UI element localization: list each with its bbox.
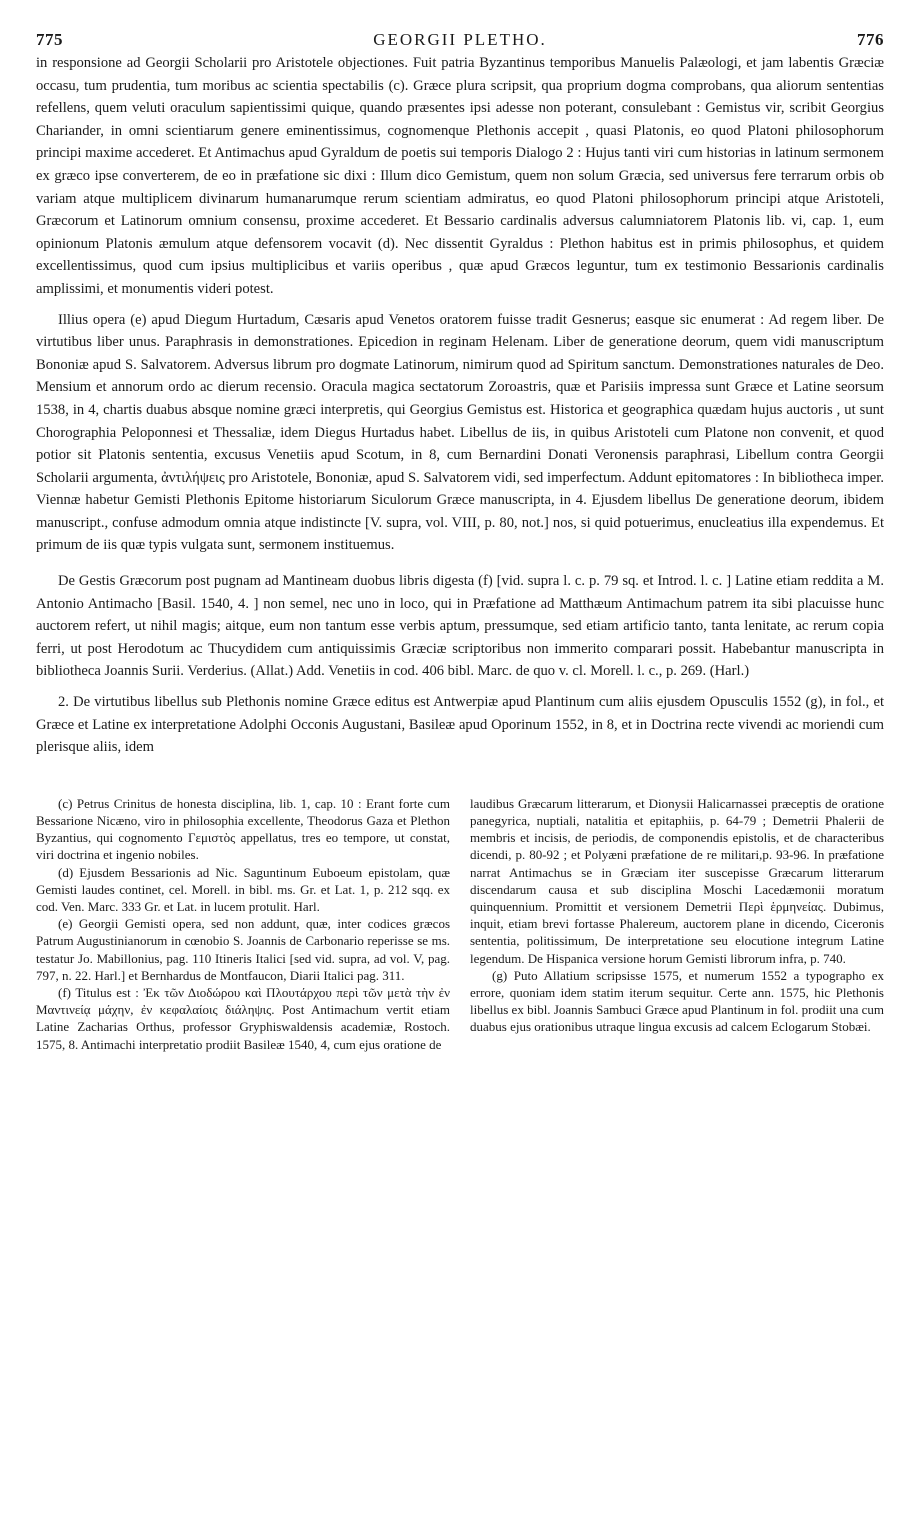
- footnote-g: (g) Puto Allatium scripsisse 1575, et numerum 1552 a typographo ex errore, quoniam idem statim iterum sequitur. Certe ann. 1575, hic Plethonis libellus ex bibl. Joannis Sambuci Græce apud Plantinum in fol. prodiit una cum duabus ejus orationibus utraque lingua excusis ad calcem Eclogarum Stobæi.: [470, 967, 884, 1035]
- footnote-d: (d) Ejusdem Bessarionis ad Nic. Saguntinum Euboeum epistolam, quæ Gemisti laudes continet, cel. Morell. in bibl. ms. Gr. et Lat. 1, p. 212 sqq. ex cod. Ven. Marc. 333 Gr. et Lat. in lucem protulit. Harl.: [36, 864, 450, 915]
- footnotes-right-column: [470, 795, 884, 1053]
- footnote-c: (c) Petrus Crinitus de honesta disciplina, lib. 1, cap. 10 : Erant forte cum Bessarione Nicæno, viro in philosophia excellente, Theodorus Gaza et Plethon Byzantius, qui cognomento Γεμιστὸς appellatus, tres eo tempore, ut constat, viri doctrina et ingenio nobiles.: [36, 795, 450, 863]
- left-page-number: 775: [36, 30, 63, 49]
- paragraph-intro: in responsione ad Georgii Scholarii pro Aristotele objectiones. Fuit patria Byzantinus temporibus Manuelis Palæologi, et jam labentis Græciæ occasu, tum prudentia, tum moribus ac scientia spectabilis (c). Græce plura scripsit, qua proprium dogma comprobans, qua aliorum sententias refellens, quem veluti oraculum sapientissimi quique, quando præsentes ipsi adesse non poterant, consulebant : Gemistus vir, scribit Georgius Chariander, in omni scientiarum genere eminentissimus, cognomenque Plethonis accepit , quasi Platonis, eo quod Platoni philosophorum principi maxime accederet. Et Antimachus apud Gyraldum de poetis sui temporis Dialogo 2 : Hujus tanti viri cum historias in latinum sermonem ex græco ipse converterem, de eo in præfatione sic dixi : Illum dico Gemistum, quem non solum Græcia, sed universus fere terrarum orbis ob variam atque multiplicem divinarum humanarumque rerum scientiam admiratus, eo quod Platoni philosophorum principi atque Aristoteli, Græcorum et Latinorum omnium consensu, proxime accederet. Et Bessario cardinalis adversus calumniatorem Platonis lib. vi, cap. 1, eum opinionum Platonis æmulum atque defensorem vocavit (d). Nec dissentit Gyraldus : Plethon habitus est in primis philosophus, et quidem excellentissimus, quod cum ipsius multiplicibus et variis operibus , quæ apud Græcos leguntur, tum ex testimonio Bessarionis cardinalis amplissimi, et monumentis videri potest.: [36, 55, 884, 297]
- footnotes-left-column: [36, 795, 450, 1053]
- paragraph-de-virtutibus: 2. De virtutibus libellus sub Plethonis nomine Græce editus est Antwerpiæ apud Plantinum cum aliis ejusdem Opusculis 1552 (g), in fol., et Græce et Latine ex interpretatione Adolphi Occonis Augustani, Basileæ apud Oporinum 1552, in 8, et in Doctrina recte vivendi ac moriendi cum plerisque aliis, idem: [36, 694, 884, 756]
- right-page-number: 776: [856, 30, 884, 49]
- footnote-f-continued: laudibus Græcarum litterarum, et Dionysii Halicarnassei præceptis de oratione panegyrica, nuptiali, natalitia et epitaphiis, p. 64-79 ; Demetrii Phalerii de membris et incisis, de periodis, de componendis epistolis, et de characteribus dicendi, p. 80-92 ; et Polyæni præfatione de re militari,p. 93-96. In præfatione narrat Antimachus se in Græciam iter suscepisse Græcarum litterarum discendarum causa et sub disciplina Moschi Lacedæmonii moratum quinquennium. Promittit et versionem Demetrii Περὶ ἑρμηνείας. Dubimus, inquit, etiam brevi fortasse Phalereum, auctorem plane in dicendo, Ciceronis sententia, politissimum, De interpretatione seu elocutione integrum Latine legendum. De Hispanica versione horum Gemisti librorum infra, p. 740.: [470, 795, 884, 966]
- paragraph-opera: Illius opera (e) apud Diegum Hurtadum, Cæsaris apud Venetos oratorem fuisse tradit Gesnerus; easque sic enumerat : Ad regem liber. De virtutibus liber unus. Paraphrasis in demonstrationes. Epicedion in reginam Helenam. Liber de generatione deorum, quem vidi manuscriptum Bononiæ apud S. Salvatorem. Adversus librum pro dogmate Latinorum, nimirum quod ad Spiritum sanctum. Demonstrationes naturales de Deo. Mensium et annorum ordo ac dierum recensio. Oracula magica sectatorum Zoroastris, quæ et Parisiis impressa sunt Græce et Latine seorsum 1538, in 4, chartis duabus absque nomine græci interpretis, qui Georgius Gemistus est. Historica et geographica quædam hujus auctoris , ut sunt Chorographia Peloponnesi et Thessaliæ, idem Diegus Hurtadus habet. Libellus de iis, in quibus Aristoteli cum Platone non convenit, et quod potior sit Platonis sententia, excusus Venetiis apud Scotum, in 8, cum Bernardini Donati Veronensis paraphrasi, Libellum contra Georgii Scholarii argumenta, ἀντιλήψεις pro Aristotele, Bononiæ, apud S. Salvatorem vidi, sed imperfectum. Addunt epitomatores : In bibliotheca imper. Viennæ habetur Gemisti Plethonis Epitome historiarum Siculorum Græce manuscripta, in 4. Ejusdem libellus De generatione deorum, ibidem manuscript., confuse admodum omnia atque indistincte [V. supra, vol. VIII, p. 80, not.] nos, si quid potuerimus, enucleatius illa expendemus. Et primum de iis quæ typis vulgata sunt, sermonem instituemus.: [36, 311, 884, 554]
- footnotes: [36, 795, 884, 1053]
- page: [36, 30, 884, 1053]
- footnote-f: (f) Titulus est : Ἐκ τῶν Διοδώρου καὶ Πλουτάρχου περὶ τῶν μετὰ τὴν ἐν Μαντινείᾳ μάχην, ἐν κεφαλαίοις διάληψις. Post Antimachum vertit etiam Latine Zacharias Orthus, professor Gryphiswaldensis academiæ, Rostoch. 1575, 8. Antimachi interpretatio prodiit Basileæ 1540, 4, cum ejus oratione de: [36, 985, 450, 1052]
- footnote-e: (e) Georgii Gemisti opera, sed non addunt, quæ, inter codices græcos Patrum Augustinianorum in cœnobio S. Joannis de Carbonario reperisse se ms. testatur Jo. Mabillonius, pag. 110 Itineris Italici [sed vid. supra, ad vol. V, pag. 797, n. 22. Harl.] et Bernhardus de Montfaucon, Diarii Italici pag. 311.: [36, 916, 450, 983]
- page-header: [36, 30, 884, 52]
- paragraph-de-gestis: De Gestis Græcorum post pugnam ad Mantineam duobus libris digesta (f) [vid. supra l. c. p. 79 sq. et Introd. l. c. ] Latine etiam reddita a M. Antonio Antimacho [Basil. 1540, 4. ] non semel, nec uno in loco, qui in Præfatione ad Matthæum Antimachum patrem ita sibi placuisse hunc auctorem refert, ut nihil magis; aitque, eum non tantum esse verbis aptum, pressumque, sed etiam artificio tanto, tanta lenitate, ac rerum copia ferri, ut post Herodotum ac Thucydidem cum antiquissimis Græciæ scriptoribus non immerito comparari possit. Habebantur manuscripta in bibliotheca Joannis Surii. Verderius. (Allat.) Add. Venetiis in cod. 406 bibl. Marc. de quo v. cl. Morell. l. c., p. 269. (Harl.): [36, 573, 884, 680]
- main-text: [36, 52, 884, 759]
- running-title: GEORGII PLETHO.: [373, 30, 547, 49]
